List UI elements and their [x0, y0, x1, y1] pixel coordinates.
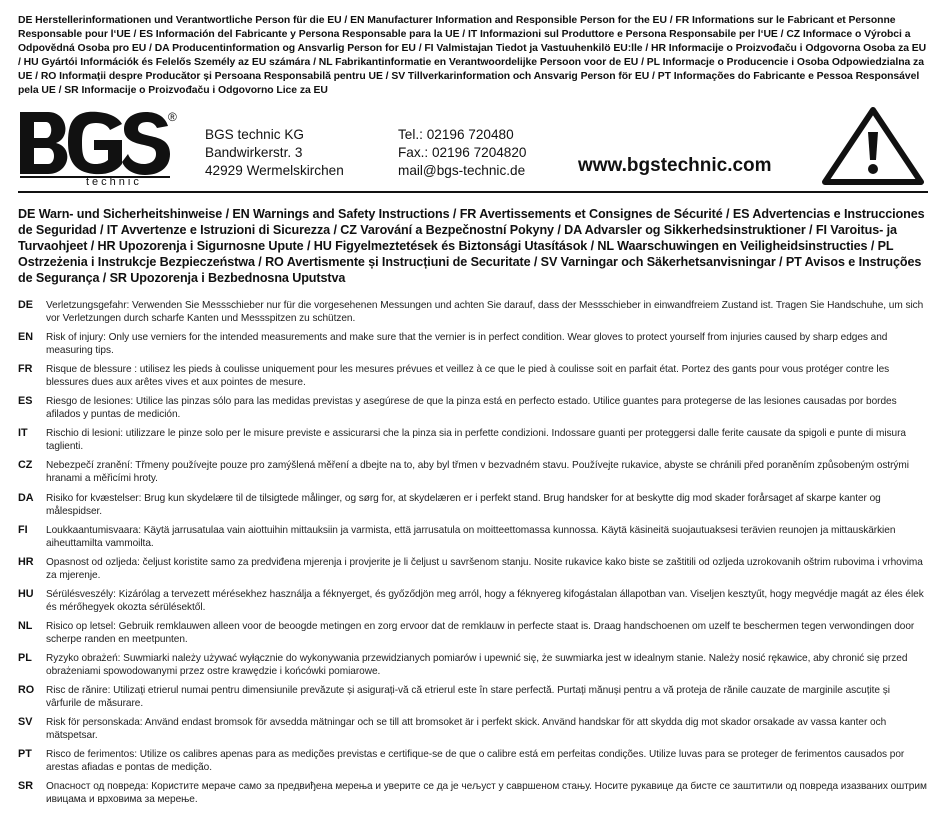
warning-text: Ryzyko obrażeń: Suwmiarki należy używać wyłącznie do wykonywania przewidzianych pomiarów i upewnić się, że suwmiarka jest w idealnym stanie. Należy nosić rękawice, aby chronić się przed obrażeniami spowodowanymi przez ostre krawędzie i końcówki pomiarowe. [46, 653, 908, 678]
warnings-heading: DE Warn- und Sicherheitshinweise / EN Warnings and Safety Instructions / FR Avertissements et Consignes de Sécurité / ES Advertencias e Instrucciones de Seguridad / IT Avvertenze e Istruzioni di Sicurezza / CZ Varování a Bezpečnostní Pokyny / DA Advarsler og Sikkerhedsinstruktioner / FI Varoitus- ja Turvaohjeet / HR Upozorenja i Sigurnosne Upute / HU Figyelmeztetések és Biztonsági Utasítások / NL Waarschuwingen en Veiligheidsinstructies / PL Ostrzeżenia i Instrukcje Bezpieczeństwa / RO Avertismente și Instrucțiuni de Securitate / SV Varningar och Säkerhetsanvisningar / PT Avisos e Instruções de Segurança / SR Upozorenja i Bezbednosna Uputstva [18, 207, 925, 285]
warnings-list [18, 299, 928, 813]
language-code: DA [18, 491, 34, 504]
warning-text: Risco de ferimentos: Utilize os calibres apenas para as medições previstas e certifique-se de que o calibre está em perfeitas condições. Utilize luvas para se proteger de ferimentos causados por arestas afiadas e pontas de medição. [46, 749, 905, 774]
company-header [18, 106, 928, 192]
company-website[interactable]: www.bgstechnic.com [578, 155, 772, 176]
language-code: FR [18, 363, 33, 376]
list-item [18, 556, 928, 588]
warning-text: Risc de rănire: Utilizați etrierul numai pentru dimensiunile prevăzute și asigurați-vă că etrierul este în stare perfectă. Purtați mănuși pentru a vă proteja de rănile cauzate de marginile ascuțite și vârfurile de măsurare. [46, 685, 890, 710]
list-item [18, 748, 928, 780]
list-item [18, 620, 928, 652]
language-code: PL [18, 652, 32, 665]
company-mail[interactable]: mail@bgs-technic.de [398, 163, 526, 178]
list-item [18, 652, 928, 684]
header-divider [18, 191, 928, 193]
list-item [18, 363, 928, 395]
warning-text: Risiko for kvæstelser: Brug kun skydelære til de tilsigtede målinger, og sørg for, at skydelæren er i perfekt stand. Brug handsker for at beskytte dig mod skader forårsaget af skarpe kanter og målespidser. [46, 492, 881, 517]
language-code: PT [18, 748, 32, 761]
warning-text: Loukkaantumisvaara: Käytä jarrusatulaa vain aiottuihin mittauksiin ja varmista, että jarrusatula on moitteettomassa kunnossa. Käytä käsineitä suojautuaksesi terävien reunojen ja mittauskärkien aiheuttamilta vammoilta. [46, 524, 896, 549]
language-code: ES [18, 395, 33, 408]
language-code: IT [18, 427, 28, 440]
list-item [18, 299, 928, 331]
warning-text: Rischio di lesioni: utilizzare le pinze solo per le misure previste e assicurarsi che la pinza sia in perfette condizioni. Indossare guanti per proteggersi dalle ferite causate da spigoli e punte di misura taglienti. [46, 428, 906, 453]
bgs-logo [18, 108, 180, 186]
list-item [18, 524, 928, 556]
warning-text: Risk of injury: Only use verniers for the intended measurements and make sure that the vernier is in perfect condition. Wear gloves to protect yourself from injuries caused by sharp edges and measuring tips. [46, 332, 888, 357]
warning-text: Opasnost od ozljeda: čeljust koristite samo za predviđena mjerenja i provjerite je li čeljust u savršenom stanju. Nosite rukavice kako biste se zaštitili od ozljeda uzrokovanih oštrim rubovima i vrhovima za mjerenje. [46, 556, 923, 581]
list-item [18, 459, 928, 491]
language-code: NL [18, 619, 33, 632]
warning-text: Risk för personskada: Använd endast bromsok för avsedda mätningar och se till att bromsoket är i perfekt skick. Använd handskar för att skydda dig mot skador orsakade av vassa kanter och mätspetsar. [46, 717, 887, 742]
logo-subtext: technic [86, 176, 142, 186]
company-address [205, 126, 344, 180]
manufacturer-info-heading: DE Herstellerinformationen und Verantwortliche Person für die EU / EN Manufacturer Information and Responsible Person for the EU / FR Informations sur le Fabricant et Personne Responsable pour l‘UE / ES Información del Fabricante y Persona Responsable para la UE / IT Informazioni sul Produttore e Persona Responsabile per l‘UE / CZ Informace o Výrobci a Odpovědná Osoba pro EU / DA Producentinformation og Ansvarlig Person for EU / FI Valmistajan Tiedot ja Vastuuhenkilö EU:lle / HR Informacije o Proizvođaču i Odgovorna Osoba za EU / HU Gyártói Információk és Felelős Személy az EU számára / NL Fabrikantinformatie en Verantwoordelijke Persoon voor de EU / PL Informacje o Producencie i Osoba Odpowiedzialna za UE / RO Informații despre Producător și Persoana Responsabilă pentru UE / SV Tillverkarinformation och Ansvarig Person för EU / PT Informações do Fabricante e Pessoa Responsável pela UE / SR Informacije o Proizvođaču i Odgovorno Lice za EU [18, 15, 927, 96]
language-code: HR [18, 555, 34, 568]
company-name: BGS technic KG [205, 127, 304, 142]
language-code: HU [18, 587, 34, 600]
company-tel: Tel.: 02196 720480 [398, 127, 514, 142]
company-city: 42929 Wermelskirchen [205, 163, 344, 178]
list-item [18, 331, 928, 363]
language-code: SR [18, 780, 33, 793]
language-code: RO [18, 684, 35, 697]
warning-text: Riesgo de lesiones: Utilice las pinzas sólo para las medidas previstas y asegúrese de que la pinza está en perfecto estado. Utilice guantes para protegerse de las lesiones causadas por bordes afilados y puntas de medición. [46, 396, 897, 421]
language-code: EN [18, 331, 33, 344]
list-item [18, 684, 928, 716]
list-item [18, 716, 928, 748]
warning-text: Опасност од повреда: Користите мераче само за предвиђена мерења и уверите се да је чељуст у савршеном стању. Носите рукавице да бисте се заштитили од повреда изазваних оштрим ивицама и врховима за мерење. [46, 781, 927, 806]
warning-text: Nebezpečí zranění: Třmeny používejte pouze pro zamýšlená měření a dbejte na to, aby byl třmen v bezvadném stavu. Používejte rukavice, abyste se chránili před poraněním způsobeným ostrými hranami a měřicími hroty. [46, 460, 909, 485]
list-item [18, 395, 928, 427]
list-item [18, 492, 928, 524]
list-item [18, 588, 928, 620]
language-code: FI [18, 523, 28, 536]
warning-text: Risico op letsel: Gebruik remklauwen alleen voor de beoogde metingen en zorg ervoor dat de remklauw in perfecte staat is. Draag handschoenen om uzelf te beschermen tegen verwondingen door scherpe randen en meetpunten. [46, 620, 915, 645]
company-contact [398, 126, 527, 180]
company-fax: Fax.: 02196 7204820 [398, 145, 527, 160]
company-street: Bandwirkerstr. 3 [205, 145, 303, 160]
warning-triangle-icon [821, 106, 925, 186]
list-item [18, 427, 928, 459]
language-code: CZ [18, 459, 33, 472]
language-code: SV [18, 716, 33, 729]
warning-text: Sérülésveszély: Kizárólag a tervezett mérésekhez használja a féknyerget, és győződjön meg arról, hogy a féknyereg kifogástalan állapotban van. Viseljen kesztyűt, hogy megvédje magát az éles élek és mérőhegyek okozta sérülésektől. [46, 588, 924, 613]
logo-registered-mark: ® [168, 110, 177, 124]
warning-text: Verletzungsgefahr: Verwenden Sie Messschieber nur für die vorgesehenen Messungen und achten Sie darauf, dass der Messschieber in einwandfreiem Zustand ist. Tragen Sie Handschuhe, um sich vor Verletzungen durch scharfe Kanten und Messspitzen zu schützen. [46, 300, 924, 324]
warning-text: Risque de blessure : utilisez les pieds à coulisse uniquement pour les mesures prévues et veillez à ce que le pied à coulisse soit en parfait état. Portez des gants pour vous protéger contre les blessures dues aux arêtes vives et aux pointes de mesure. [46, 364, 890, 389]
list-item [18, 780, 928, 812]
language-code: DE [18, 299, 33, 311]
